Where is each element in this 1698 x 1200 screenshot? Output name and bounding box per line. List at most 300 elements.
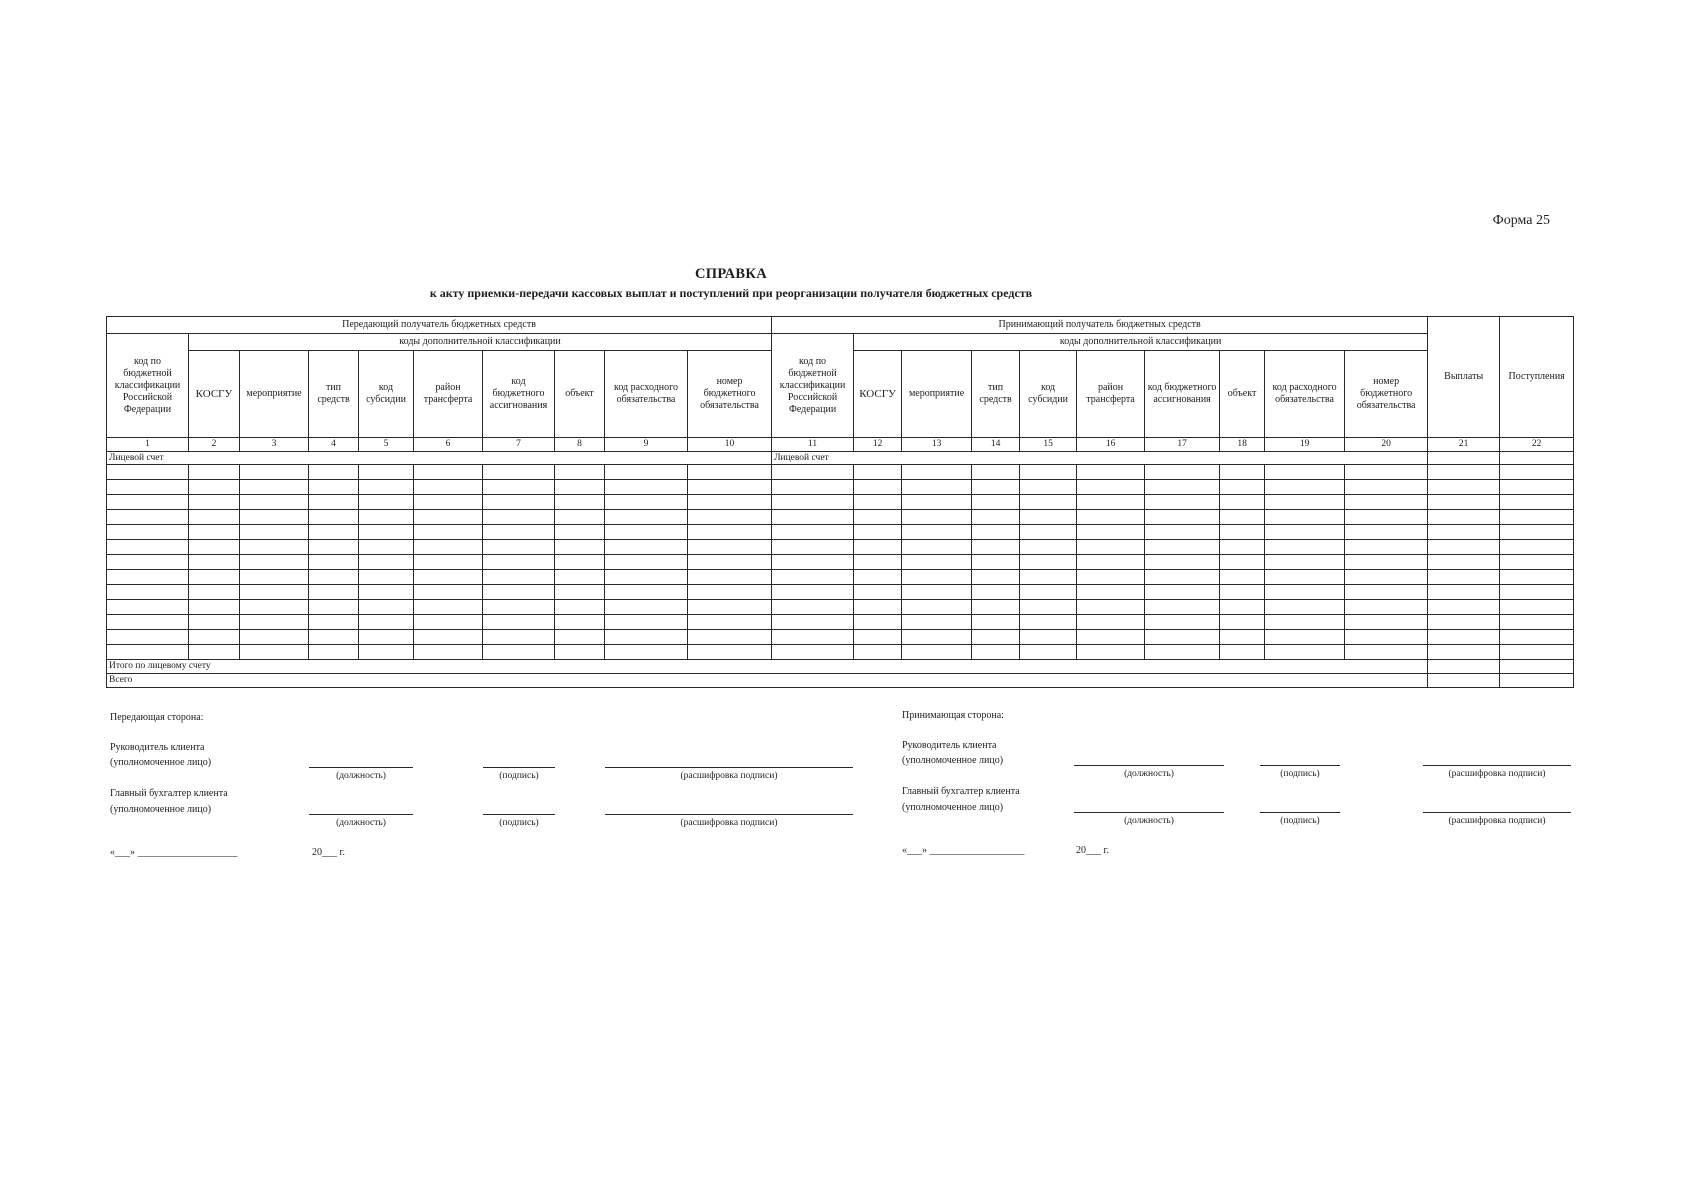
table-cell <box>107 615 189 630</box>
signature-line <box>309 767 413 768</box>
column-number: 7 <box>483 438 555 452</box>
table-cell <box>359 525 414 540</box>
table-cell <box>309 465 359 480</box>
table-cell <box>359 465 414 480</box>
table-cell <box>1345 555 1428 570</box>
table-cell <box>189 585 240 600</box>
signature-line <box>1423 765 1571 766</box>
table-cell <box>1345 630 1428 645</box>
table-cell <box>902 480 972 495</box>
table-cell <box>605 540 688 555</box>
table-cell <box>555 540 605 555</box>
table-row <box>107 510 1574 525</box>
table-cell <box>902 645 972 660</box>
table-cell <box>1500 452 1574 465</box>
column-number: 16 <box>1077 438 1145 452</box>
table-cell <box>772 495 854 510</box>
column-header: тип средств <box>309 351 359 438</box>
table-cell <box>1500 555 1574 570</box>
table-cell <box>1020 510 1077 525</box>
table-cell <box>240 480 309 495</box>
table-cell <box>1428 674 1500 688</box>
table-cell <box>972 525 1020 540</box>
column-number: 6 <box>414 438 483 452</box>
table-cell <box>772 645 854 660</box>
table-row <box>107 585 1574 600</box>
receiving-head-label: Руководитель клиента <box>902 740 997 751</box>
table-cell <box>902 615 972 630</box>
table-cell <box>1428 555 1500 570</box>
signature-line <box>1074 765 1224 766</box>
table-cell <box>555 630 605 645</box>
table-cell <box>772 600 854 615</box>
table-cell <box>1220 495 1265 510</box>
table-cell <box>1500 570 1574 585</box>
table-cell <box>414 585 483 600</box>
table-cell <box>1145 555 1220 570</box>
table-row <box>107 645 1574 660</box>
table-cell <box>1077 615 1145 630</box>
table-cell <box>1220 465 1265 480</box>
transferring-side-label: Передающая сторона: <box>110 712 204 723</box>
table-cell <box>555 615 605 630</box>
table-cell <box>1428 615 1500 630</box>
table-cell <box>309 555 359 570</box>
table-cell <box>1020 555 1077 570</box>
table-cell <box>1145 630 1220 645</box>
table-cell <box>414 510 483 525</box>
column-number: 1 <box>107 438 189 452</box>
table-cell <box>555 585 605 600</box>
table-cell <box>972 615 1020 630</box>
table-cell <box>189 510 240 525</box>
table-cell <box>189 600 240 615</box>
table-cell <box>688 615 772 630</box>
table-cell <box>189 480 240 495</box>
table-cell <box>107 600 189 615</box>
signature-caption: (подпись) <box>1280 769 1320 779</box>
table-cell <box>1145 645 1220 660</box>
table-cell <box>1265 480 1345 495</box>
column-header: КОСГУ <box>854 351 902 438</box>
table-cell <box>1145 525 1220 540</box>
signature-line <box>1074 812 1224 813</box>
table-cell <box>414 555 483 570</box>
table-cell <box>1077 645 1145 660</box>
receiving-header: Принимающий получатель бюджетных средств <box>772 317 1428 334</box>
position-caption: (должность) <box>336 818 386 828</box>
transferring-head-sublabel: (уполномоченное лицо) <box>110 757 212 768</box>
table-cell <box>483 600 555 615</box>
table-cell <box>1265 585 1345 600</box>
table-cell <box>107 480 189 495</box>
table-cell <box>1077 495 1145 510</box>
table-cell <box>1345 570 1428 585</box>
table-cell <box>1428 525 1500 540</box>
table-cell <box>483 465 555 480</box>
table-cell <box>359 645 414 660</box>
table-cell <box>414 525 483 540</box>
table-row <box>107 540 1574 555</box>
table-cell <box>1020 525 1077 540</box>
receiving-side-label: Принимающая сторона: <box>902 710 1004 721</box>
table-cell <box>240 570 309 585</box>
report-table <box>106 316 1574 688</box>
receiving-head-sublabel: (уполномоченное лицо) <box>902 755 1004 766</box>
table-cell <box>1428 452 1500 465</box>
table-cell <box>605 555 688 570</box>
table-cell <box>1220 570 1265 585</box>
table-cell <box>240 510 309 525</box>
column-header: тип средств <box>972 351 1020 438</box>
table-cell <box>1145 570 1220 585</box>
table-cell <box>854 630 902 645</box>
table-cell <box>854 525 902 540</box>
table-cell <box>1220 510 1265 525</box>
transferring-head-label: Руководитель клиента <box>110 742 205 753</box>
table-cell <box>1345 510 1428 525</box>
table-cell <box>189 495 240 510</box>
table-cell <box>359 585 414 600</box>
table-cell <box>483 630 555 645</box>
table-cell <box>1265 600 1345 615</box>
transferring-date-line: «___» ____________________ <box>110 847 238 858</box>
table-cell <box>483 540 555 555</box>
column-number: 13 <box>902 438 972 452</box>
table-cell <box>854 465 902 480</box>
table-cell <box>1500 674 1574 688</box>
table-cell <box>189 555 240 570</box>
position-caption: (должность) <box>336 771 386 781</box>
table-cell <box>359 495 414 510</box>
table-cell <box>1345 600 1428 615</box>
table-cell <box>1265 495 1345 510</box>
table-cell <box>414 600 483 615</box>
table-cell <box>772 615 854 630</box>
column-number: 18 <box>1220 438 1265 452</box>
table-cell <box>1145 510 1220 525</box>
table-cell <box>1265 645 1345 660</box>
table-cell <box>1265 540 1345 555</box>
signature-caption: (подпись) <box>1280 816 1320 826</box>
table-row <box>107 600 1574 615</box>
table-cell <box>1145 600 1220 615</box>
table-cell <box>107 495 189 510</box>
additional-codes-header: коды дополнительной классификации <box>854 334 1428 351</box>
table-cell <box>1020 645 1077 660</box>
table-cell <box>240 630 309 645</box>
table-cell <box>1220 600 1265 615</box>
table-cell <box>1428 585 1500 600</box>
table-cell <box>1345 480 1428 495</box>
column-header: объект <box>1220 351 1265 438</box>
table-cell <box>1020 540 1077 555</box>
table-cell <box>902 630 972 645</box>
position-caption: (должность) <box>1124 816 1174 826</box>
table-cell <box>309 630 359 645</box>
table-cell <box>605 510 688 525</box>
table-cell <box>309 480 359 495</box>
table-cell <box>1220 480 1265 495</box>
table-cell <box>972 570 1020 585</box>
table-cell <box>483 585 555 600</box>
column-number: 4 <box>309 438 359 452</box>
table-cell <box>414 645 483 660</box>
table-cell <box>555 555 605 570</box>
table-cell <box>1020 465 1077 480</box>
table-cell <box>688 465 772 480</box>
table-cell <box>772 480 854 495</box>
table-cell <box>1220 645 1265 660</box>
table-cell <box>1500 600 1574 615</box>
table-cell <box>107 540 189 555</box>
column-header: номер бюджетного обязательства <box>688 351 772 438</box>
column-header: КОСГУ <box>189 351 240 438</box>
table-cell <box>414 480 483 495</box>
table-cell <box>605 645 688 660</box>
table-cell <box>483 645 555 660</box>
table-cell <box>107 525 189 540</box>
table-body <box>107 465 1574 660</box>
table-cell <box>189 570 240 585</box>
table-cell <box>1265 510 1345 525</box>
table-cell <box>555 495 605 510</box>
table-cell <box>107 555 189 570</box>
decoding-caption: (расшифровка подписи) <box>680 818 778 828</box>
table-cell <box>1345 615 1428 630</box>
table-cell <box>1428 480 1500 495</box>
table-cell <box>605 570 688 585</box>
table-cell <box>1500 615 1574 630</box>
table-cell <box>1345 525 1428 540</box>
table-cell <box>1265 525 1345 540</box>
column-number: 5 <box>359 438 414 452</box>
table-cell <box>1145 495 1220 510</box>
table-cell <box>1500 525 1574 540</box>
document-subtitle: к акту приемки-передачи кассовых выплат и поступлений при реорганизации получателя бюджетных средств <box>429 286 1033 300</box>
table-cell <box>972 585 1020 600</box>
table-cell <box>972 540 1020 555</box>
table-cell <box>189 615 240 630</box>
table-cell <box>854 585 902 600</box>
table-cell <box>972 600 1020 615</box>
table-cell <box>688 555 772 570</box>
table-row <box>107 465 1574 480</box>
table-cell <box>902 585 972 600</box>
column-number: 15 <box>1020 438 1077 452</box>
table-cell <box>772 585 854 600</box>
table-cell <box>189 540 240 555</box>
column-number: 19 <box>1265 438 1345 452</box>
table-cell <box>1428 630 1500 645</box>
table-cell <box>1428 570 1500 585</box>
receiving-accountant-sublabel: (уполномоченное лицо) <box>902 802 1004 813</box>
column-header: код расходного обязательства <box>605 351 688 438</box>
table-cell <box>1500 510 1574 525</box>
table-cell <box>1265 630 1345 645</box>
table-cell <box>1077 525 1145 540</box>
table-cell <box>1077 570 1145 585</box>
table-cell <box>688 480 772 495</box>
table-cell <box>189 465 240 480</box>
table-cell <box>688 570 772 585</box>
receiving-accountant-label: Главный бухгалтер клиента <box>902 786 1020 797</box>
table-cell <box>1220 540 1265 555</box>
table-cell <box>309 540 359 555</box>
table-cell <box>902 570 972 585</box>
table-cell <box>854 540 902 555</box>
table-cell <box>854 570 902 585</box>
table-cell <box>1345 645 1428 660</box>
column-number: 10 <box>688 438 772 452</box>
table-cell <box>240 540 309 555</box>
decoding-caption: (расшифровка подписи) <box>680 771 778 781</box>
signature-line <box>483 814 555 815</box>
table-cell <box>972 645 1020 660</box>
table-row <box>107 630 1574 645</box>
table-cell <box>1428 495 1500 510</box>
table-cell <box>972 510 1020 525</box>
column-number: 8 <box>555 438 605 452</box>
column-number: 3 <box>240 438 309 452</box>
table-cell <box>240 585 309 600</box>
table-cell <box>854 645 902 660</box>
table-cell <box>1077 630 1145 645</box>
table-cell <box>1500 630 1574 645</box>
column-header: номер бюджетного обязательства <box>1345 351 1428 438</box>
table-cell <box>1428 465 1500 480</box>
table-cell <box>1145 480 1220 495</box>
receiving-year: 20___ г. <box>1076 845 1109 856</box>
table-cell <box>1265 570 1345 585</box>
table-cell <box>555 525 605 540</box>
table-cell <box>605 615 688 630</box>
table-cell <box>902 540 972 555</box>
decoding-caption: (расшифровка подписи) <box>1448 816 1546 826</box>
table-cell <box>309 525 359 540</box>
table-cell <box>1345 585 1428 600</box>
table-cell <box>240 555 309 570</box>
table-cell <box>483 495 555 510</box>
table-cell <box>1345 540 1428 555</box>
table-cell <box>1220 585 1265 600</box>
table-cell <box>414 465 483 480</box>
transferring-year: 20___ г. <box>312 847 345 858</box>
table-cell <box>1220 555 1265 570</box>
column-number: 20 <box>1345 438 1428 452</box>
table-cell <box>1428 540 1500 555</box>
table-cell <box>772 630 854 645</box>
table-cell <box>1020 570 1077 585</box>
table-cell <box>309 615 359 630</box>
table-cell <box>854 615 902 630</box>
table-cell <box>688 585 772 600</box>
table-cell <box>854 555 902 570</box>
table-row <box>107 570 1574 585</box>
table-cell <box>688 600 772 615</box>
table-cell <box>1020 480 1077 495</box>
table-cell <box>1265 555 1345 570</box>
table-cell <box>1077 480 1145 495</box>
table-cell <box>902 495 972 510</box>
column-number: 22 <box>1500 438 1574 452</box>
budget-code-header: код по бюджетной классификации Российской Федерации <box>772 334 854 438</box>
column-number: 17 <box>1145 438 1220 452</box>
table-cell <box>189 630 240 645</box>
table-cell <box>1077 540 1145 555</box>
table-cell <box>359 540 414 555</box>
document-title: СПРАВКА <box>695 266 767 282</box>
table-cell <box>1500 660 1574 674</box>
table-cell <box>1500 645 1574 660</box>
transferring-account-label: Лицевой счет <box>107 452 772 465</box>
table-cell <box>605 480 688 495</box>
table-cell <box>772 525 854 540</box>
table-cell <box>414 540 483 555</box>
table-row <box>107 555 1574 570</box>
column-number: 14 <box>972 438 1020 452</box>
table-cell <box>1020 585 1077 600</box>
table-cell <box>555 645 605 660</box>
table-cell <box>1428 660 1500 674</box>
column-header: код бюджетного ассигнования <box>1145 351 1220 438</box>
additional-codes-header: коды дополнительной классификации <box>189 334 772 351</box>
column-header: код расходного обязательства <box>1265 351 1345 438</box>
table-cell <box>240 495 309 510</box>
table-cell <box>1020 600 1077 615</box>
table-cell <box>1500 480 1574 495</box>
table-cell <box>1265 465 1345 480</box>
table-cell <box>688 510 772 525</box>
table-cell <box>309 600 359 615</box>
table-cell <box>555 480 605 495</box>
receipts-header: Поступления <box>1500 317 1574 438</box>
table-cell <box>309 510 359 525</box>
table-cell <box>1345 495 1428 510</box>
table-cell <box>1145 540 1220 555</box>
table-cell <box>359 555 414 570</box>
column-header: объект <box>555 351 605 438</box>
table-cell <box>309 645 359 660</box>
table-cell <box>1020 615 1077 630</box>
table-cell <box>688 630 772 645</box>
transferring-accountant-sublabel: (уполномоченное лицо) <box>110 804 212 815</box>
table-cell <box>483 615 555 630</box>
position-caption: (должность) <box>1124 769 1174 779</box>
grand-total-label: Всего <box>107 674 1428 688</box>
table-cell <box>854 480 902 495</box>
table-cell <box>1145 465 1220 480</box>
table-cell <box>107 645 189 660</box>
table-cell <box>772 570 854 585</box>
table-cell <box>359 615 414 630</box>
table-row <box>107 615 1574 630</box>
table-cell <box>902 555 972 570</box>
column-number: 21 <box>1428 438 1500 452</box>
table-cell <box>854 495 902 510</box>
table-cell <box>688 645 772 660</box>
signature-line <box>309 814 413 815</box>
table-cell <box>359 570 414 585</box>
table-cell <box>555 570 605 585</box>
column-number: 9 <box>605 438 688 452</box>
table-cell <box>1077 510 1145 525</box>
decoding-caption: (расшифровка подписи) <box>1448 769 1546 779</box>
column-number-row <box>107 438 1574 452</box>
table-cell <box>483 570 555 585</box>
table-cell <box>902 600 972 615</box>
column-header: код бюджетного ассигнования <box>483 351 555 438</box>
